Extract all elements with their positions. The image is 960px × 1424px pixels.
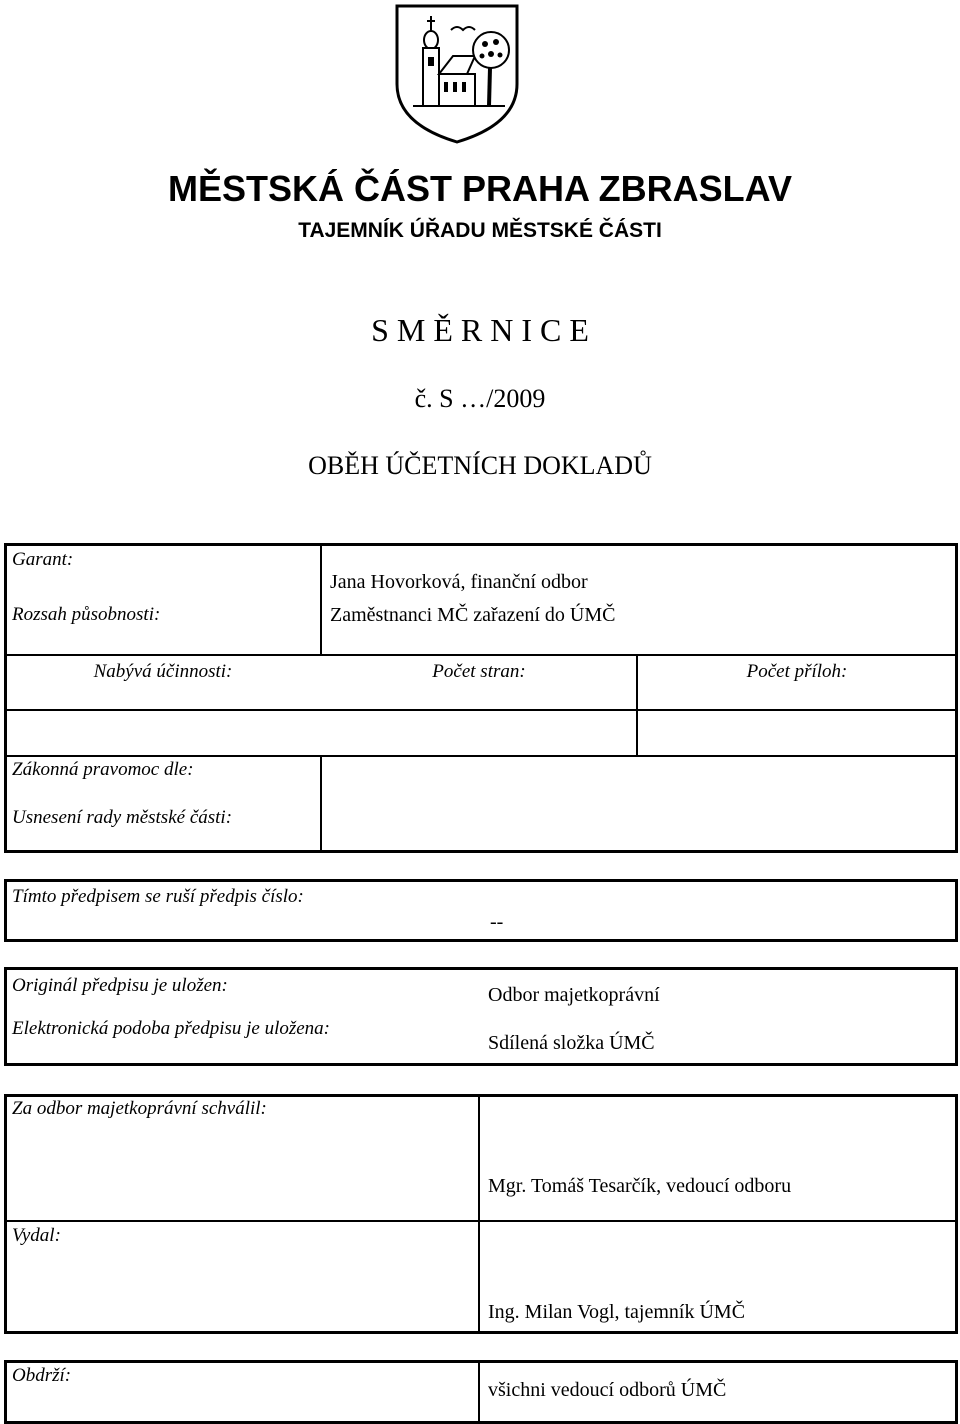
divider: [478, 1096, 480, 1332]
garant-label: Garant:: [12, 549, 74, 570]
obdrzi-label: Obdrží:: [12, 1365, 72, 1386]
rozsah-value: Zaměstnanci MČ zařazení do ÚMČ: [330, 604, 616, 626]
elektronicka-label: Elektronická podoba předpisu je uložena:: [12, 1018, 331, 1039]
rozsah-label: Rozsah působnosti:: [12, 604, 161, 625]
rusi-value: --: [490, 911, 504, 933]
org-subtitle: TAJEMNÍK ÚŘADU MĚSTSKÉ ČÁSTI: [298, 219, 662, 242]
pocet-stran-label: Počet stran:: [432, 661, 526, 682]
vydal-label: Vydal:: [12, 1225, 61, 1246]
org-title: MĚSTSKÁ ČÁST PRAHA ZBRASLAV: [167, 168, 792, 209]
divider: [6, 654, 956, 656]
rusi-label: Tímto předpisem se ruší předpis číslo:: [12, 886, 304, 907]
zakonna-pravomoc-label: Zákonná pravomoc dle:: [12, 759, 194, 780]
doc-title: OBĚH ÚČETNÍCH DOKLADŮ: [308, 451, 652, 480]
original-label: Originál předpisu je uložen:: [12, 975, 228, 996]
doc-type: S M Ě R N I C E: [371, 312, 589, 348]
divider: [6, 709, 956, 711]
schvalil-label: Za odbor majetkoprávní schválil:: [12, 1098, 267, 1119]
elektronicka-value: Sdílená složka ÚMČ: [488, 1032, 655, 1054]
divider: [320, 756, 322, 851]
ucinnost-label: Nabývá účinnosti:: [93, 661, 233, 682]
divider: [6, 1220, 956, 1222]
divider: [6, 755, 956, 757]
approval-box: [4, 1094, 958, 1334]
recipients-box: [4, 1360, 958, 1424]
divider: [478, 1362, 480, 1424]
coat-of-arms-emblem: [393, 2, 521, 146]
pocet-priloh-label: Počet příloh:: [746, 661, 848, 682]
vydal-value: Ing. Milan Vogl, tajemník ÚMČ: [488, 1301, 746, 1323]
doc-number: č. S …/2009: [414, 384, 546, 413]
usneseni-label: Usnesení rady městské části:: [12, 807, 233, 828]
garant-value: Jana Hovorková, finanční odbor: [330, 571, 588, 593]
schvalil-value: Mgr. Tomáš Tesarčík, vedoucí odboru: [488, 1175, 792, 1197]
divider: [320, 545, 322, 655]
obdrzi-value: všichni vedoucí odborů ÚMČ: [488, 1379, 727, 1401]
original-value: Odbor majetkoprávní: [488, 984, 660, 1006]
